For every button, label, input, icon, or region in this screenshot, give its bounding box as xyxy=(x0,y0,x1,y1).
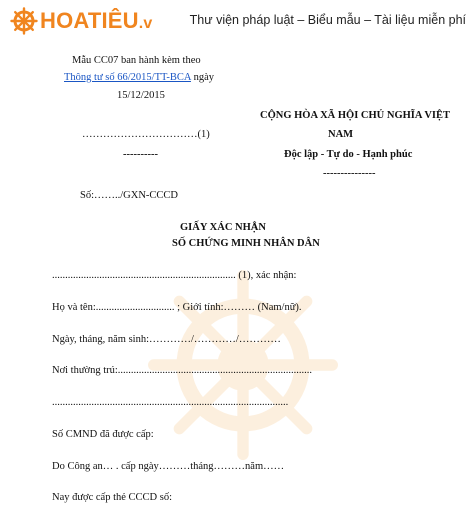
circular-link[interactable]: Thông tư số 66/2015/TT-BCA xyxy=(64,72,191,83)
authority-dashes: ---------- xyxy=(123,149,158,160)
residence-line: Nơi thường trú:.......................................................................... xyxy=(52,365,313,376)
doc-title: GIẤY XÁC NHẬN xyxy=(180,222,266,233)
republic-line: CỘNG HÒA XÃ HỘI CHỦ NGHĨA VIỆT xyxy=(260,110,450,121)
site-header xyxy=(0,0,474,44)
issued-by-line: Do Công an… . cấp ngày………tháng………năm…… xyxy=(52,461,285,472)
document-number: Số:……../GXN-CCCD xyxy=(80,190,179,201)
site-tagline: Thư viện pháp luật – Biểu mẫu – Tài liệu miễn phí xyxy=(189,13,466,27)
site-logo[interactable] xyxy=(10,6,153,36)
dob-line: Ngày, tháng, năm sinh:…………/…………/………… xyxy=(52,334,281,345)
name-gender-line: Họ và tên:.............................. ; Giới tính:……… (Nam/nữ). xyxy=(52,302,302,313)
ship-wheel-icon xyxy=(10,7,38,35)
logo-text: HOATIÊU.v xyxy=(40,8,153,33)
doc-subtitle: SỐ CHỨNG MINH NHÂN DÂN xyxy=(172,238,320,249)
cccd-number-line: Nay được cấp thẻ CCCD số: xyxy=(52,492,173,503)
authority-line: ……………………………(1) xyxy=(82,129,210,140)
motto-dashes: --------------- xyxy=(323,168,376,179)
republic-line-2: NAM xyxy=(328,129,354,140)
confirm-line: ...................................................................... (1), xác nhận: xyxy=(52,270,297,281)
id-number-line: Số CMND đã được cấp: xyxy=(52,429,154,440)
form-ref-line: Mẫu CC07 ban hành kèm theo xyxy=(72,55,201,66)
national-motto: Độc lập - Tự do - Hạnh phúc xyxy=(284,149,413,160)
residence-continuation: .......................................................................................... xyxy=(52,397,289,408)
form-ref-date: 15/12/2015 xyxy=(117,90,165,101)
form-ref-circular: Thông tư số 66/2015/TT-BCA ngày xyxy=(64,72,214,83)
